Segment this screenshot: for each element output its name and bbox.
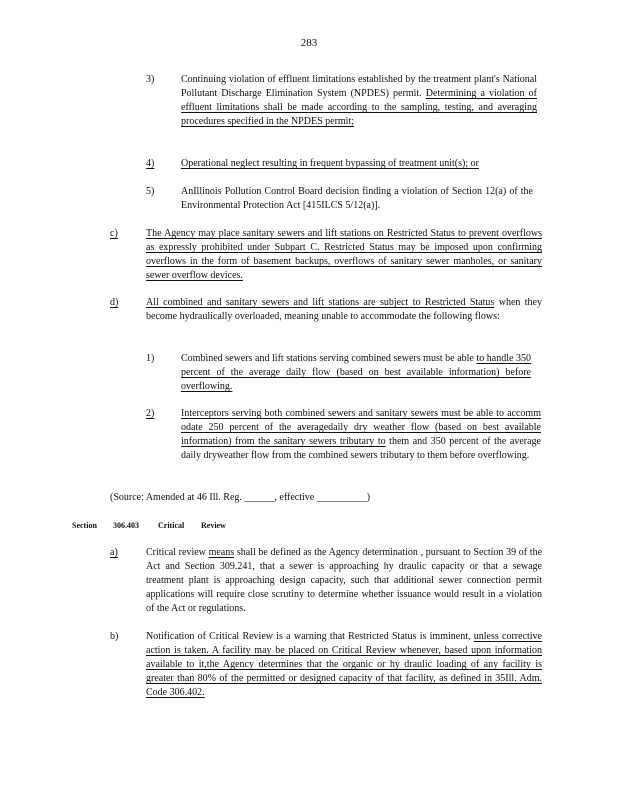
section-b-plain: Notification of Critical Review is a warning that Restricted Status is imminent, <box>146 631 471 642</box>
subsection-c-label: c) <box>110 228 118 239</box>
section-title-2: Review <box>201 521 226 530</box>
page-number: 283 <box>300 37 318 49</box>
section-heading <box>72 519 492 533</box>
section-word: Section <box>72 521 97 530</box>
section-number: 306.403 <box>113 521 139 530</box>
item-3-text <box>181 73 537 129</box>
subsection-d-underlined: All combined and sanitary sewers and lift stations are subject to Restricted Status <box>146 297 495 308</box>
item-3-plain: Continuing violation of effluent limitations established by the treatment plant's National Pollutant Discharge Elimination System (NPDES) permit. <box>181 74 537 99</box>
section-b-text <box>146 630 542 700</box>
section-a-text <box>146 546 542 616</box>
item-d2-text <box>181 407 541 463</box>
section-a-rest: shall be defined as the Agency determination , pursuant to Section 39 of the Act and Section 309.241, that a sewer is approaching hy draulic capacity or that a sewage treatment plant is approaching design capacity, such that additional sewer connection permit applications will require close scrutiny to determine whether issuance would result in a violation of the Act or regulations. <box>146 547 543 614</box>
item-5-text: AnIllinois Pollution Control Board decision finding a violation of Section 12(a) of the Environmental Protection Act [415ILCS 5/12(a)]. <box>181 186 533 211</box>
item-d2-underlined: Interceptors serving both combined sewers and sanitary sewers must be able to accomm odate 250 percent of the averagedaily dry weather flow (based on best available information) from the sanitary sewers tributary to <box>181 408 541 447</box>
subsection-d-text <box>146 296 542 324</box>
item-4-text: Operational neglect resulting in frequent bypassing of treatment unit(s); or <box>181 158 479 169</box>
section-b-underlined: unless corrective action is taken. A facility may be placed on Critical Review whenever, based upon information available to it,the Agency determines that the organic or hy draulic loading of any facility is greater than 80% of the permitted or designed capacity of that facility, as defined in 35Ill. Adm. Code 306.402. <box>146 631 542 698</box>
section-title-1: Critical <box>158 521 185 530</box>
subsection-d-label: d) <box>110 297 119 308</box>
item-d1-label: 1) <box>146 353 155 364</box>
item-4-label: 4) <box>146 158 155 169</box>
item-d1-text <box>181 352 531 394</box>
section-a-lead: Critical review <box>146 547 206 558</box>
section-a-label: a) <box>110 547 118 558</box>
subsection-d-plain: when they become hydraulically overloaded, meaning unable to accommodate the following flows: <box>146 297 542 322</box>
subsection-c-text: The Agency may place sanitary sewers and lift stations on Restricted Status to prevent overflows as expressly prohibited under Subpart C. Restricted Status may be imposed upon confirming overflows in the form of basement backups, overflows of sanitary sewer manholes, or sanitary sewer overflow devices. <box>146 228 542 281</box>
source-note: (Source: Amended at 46 Ill. Reg. ______, effective __________) <box>110 492 371 503</box>
section-b-label: b) <box>110 631 119 642</box>
item-d2-label: 2) <box>146 408 155 419</box>
item-d2-plain: them and 350 percent of the average daily dryweather flow from the combined sewers tributary to them before overflowing. <box>181 436 541 461</box>
item-5-label: 5) <box>146 186 155 197</box>
item-d1-plain: Combined sewers and lift stations serving combined sewers must be able <box>181 353 474 364</box>
item-3-underlined: Determining a violation of effluent limitations shall be made according to the sampling, testing, and averaging procedures specified in the NPDES permit; <box>181 88 537 127</box>
item-d1-underlined: to handle 350 percent of the average daily flow (based on best available information) before overflowing. <box>181 353 532 392</box>
item-3-label: 3) <box>146 74 155 85</box>
section-a-means: means <box>208 547 235 558</box>
